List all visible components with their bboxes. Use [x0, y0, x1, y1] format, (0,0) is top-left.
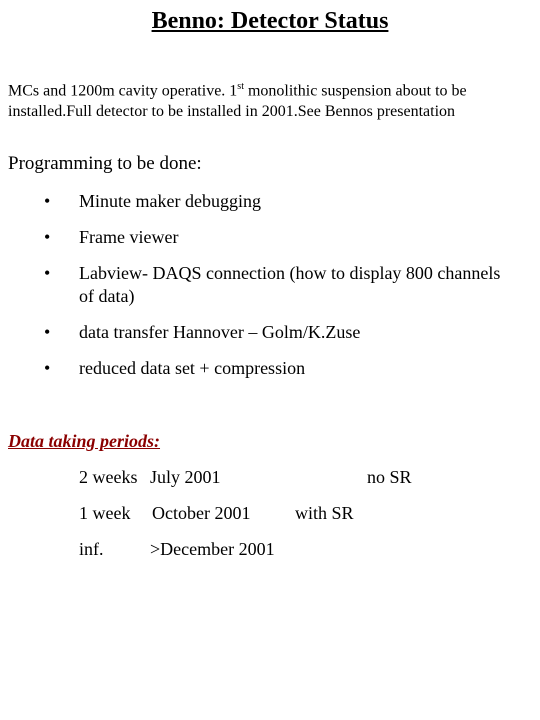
duration-cell: 2 weeks [79, 467, 138, 487]
intro-text-part1: MCs and 1200m cavity operative. 1 [8, 82, 238, 100]
page-title: Benno: Detector Status [151, 8, 389, 34]
intro-superscript: st [237, 81, 244, 92]
duration-cell: inf. [79, 539, 104, 559]
list-item-text: Labview- DAQS connection (how to display 800 channels of data) [79, 263, 501, 306]
period-cell: >December 2001 [150, 539, 275, 559]
intro-text-part2: monolithic suspension about to be installed.Full detector to be installed in 2001.See Bennos presentation [8, 82, 467, 121]
period-cell: October 2001 [152, 503, 251, 523]
list-item-text: Minute maker debugging [79, 191, 261, 211]
list-item-text: Frame viewer [79, 227, 179, 247]
duration-cell: 1 week [79, 503, 131, 523]
bullet-icon: • [44, 358, 51, 378]
bullet-icon: • [44, 227, 51, 247]
bullet-icon: • [44, 263, 51, 283]
intro-paragraph [8, 76, 528, 122]
period-cell: July 2001 [150, 467, 221, 487]
note-cell: no SR [367, 467, 412, 487]
note-cell: with SR [295, 503, 354, 523]
data-taking-heading: Data taking periods: [8, 431, 161, 451]
programming-heading: Programming to be done: [8, 153, 202, 174]
bullet-icon: • [44, 191, 51, 211]
list-item-text: data transfer Hannover – Golm/K.Zuse [79, 322, 361, 342]
bullet-icon: • [44, 322, 51, 342]
list-item-text: reduced data set + compression [79, 358, 306, 378]
